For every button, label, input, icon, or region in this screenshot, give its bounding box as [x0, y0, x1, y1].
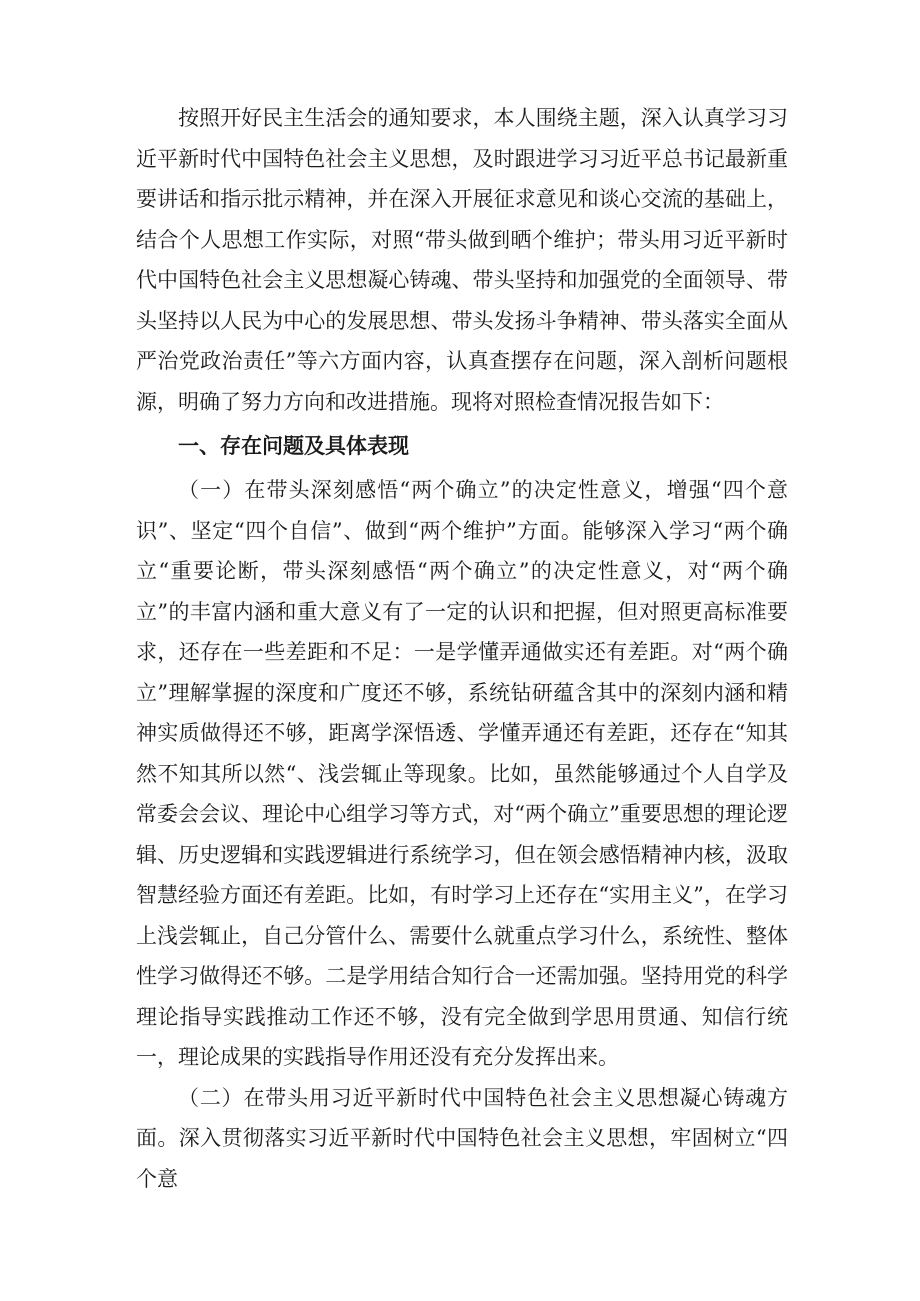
- intro-paragraph: 按照开好民主生活会的通知要求，本人围绕主题，深入认真学习习近平新时代中国特色社会主义思想，及时跟进学习习近平总书记最新重要讲话和指示批示精神，并在深入开展征求意见和谈心交流的基础上，结合个人思想工作实际，对照“带头做到晒个维护；带头用习近平新时代中国特色社会主义思想凝心铸魂、带头坚持和加强党的全面领导、带头坚持以人民为中心的发展思想、带头发扬斗争精神、带头落实全面从严治党政治责任”等六方面内容，认真查摆存在问题，深入剖析问题根源，明确了努力方向和改进措施。现将对照检查情况报告如下：: [136, 106, 788, 414]
- document-body: [136, 98, 788, 1199]
- item-one-paragraph: （一）在带头深刻感悟“两个确立”的决定性意义，增强“四个意识”、坚定“四个自信”、做到“两个维护”方面。能够深入学习“两个确立“重要论断，带头深刻感悟“两个确立”的决定性意义，对“两个确立”的丰富内涵和重大意义有了一定的认识和把握，但对照更高标准要求，还存在一些差距和不足：一是学懂弄通做实还有差距。对“两个确立”理解掌握的深度和广度还不够，系统钻研蕴含其中的深刻内涵和精神实质做得还不够，距离学深悟透、学懂弄通还有差距，还存在“知其然不知其所以然“、浅尝辄止等现象。比如，虽然能够通过个人自学及常委会会议、理论中心组学习等方式，对“两个确立”重要思想的理论逻辑、历史逻辑和实践逻辑进行系统学习，但在领会感悟精神内核，汲取智慧经验方面还有差距。比如，有时学习上还存在“实用主义”，在学习上浅尝辄止，自己分管什么、需要什么就重点学习什么，系统性、整体性学习做得还不够。二是学用结合知行合一还需加强。坚持用党的科学理论指导实践推动工作还不够，没有完全做到学思用贯通、知信行统一，理论成果的实践指导作用还没有充分发挥出来。: [136, 478, 788, 1069]
- item-two-paragraph: （二）在带头用习近平新时代中国特色社会主义思想凝心铸魂方面。深入贯彻落实习近平新时代中国特色社会主义思想，牢固树立“四个意: [136, 1085, 788, 1191]
- section-heading: 一、存在问题及具体表现: [178, 434, 409, 458]
